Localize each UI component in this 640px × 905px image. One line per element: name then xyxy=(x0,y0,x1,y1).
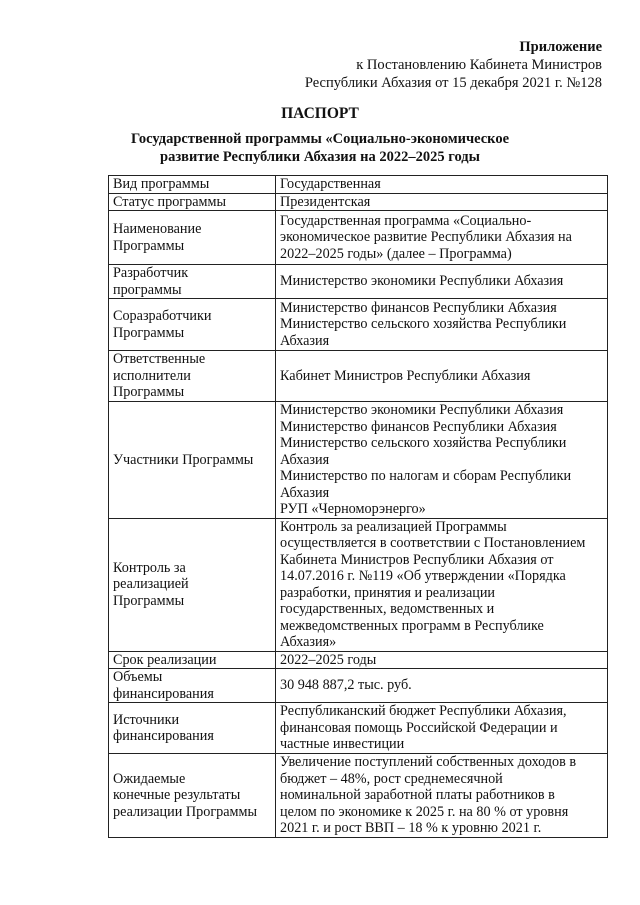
passport-table xyxy=(108,175,608,838)
subtitle-line-1: Государственной программы «Социально-экономическое xyxy=(130,131,510,147)
row-value-line: частные инвестиции xyxy=(280,736,405,753)
row-value-line: Республиканский бюджет Республики Абхазия, xyxy=(280,703,567,720)
table-row xyxy=(109,669,608,703)
row-value-line: Министерство экономики Республики Абхазия xyxy=(280,402,564,418)
row-value-line: Кабинет Министров Республики Абхазия xyxy=(280,367,531,384)
table-row xyxy=(109,351,608,402)
table-row xyxy=(109,651,608,669)
row-value xyxy=(276,402,608,519)
row-value xyxy=(276,518,608,651)
row-value xyxy=(276,299,608,351)
row-label-line: Наименование xyxy=(113,221,202,237)
row-label-line: Программы xyxy=(113,324,185,341)
row-value xyxy=(276,193,608,211)
row-label xyxy=(109,651,276,669)
row-value-line: 30 948 887,2 тыс. руб. xyxy=(280,677,412,694)
row-value-line: осуществляется в соответствии с Постановлением xyxy=(280,535,586,551)
row-label-line: реализации Программы xyxy=(113,803,258,820)
row-value-line: РУП «Черноморэнерго» xyxy=(280,501,426,517)
table-row xyxy=(109,518,608,651)
row-label-line: Вид программы xyxy=(113,176,210,192)
row-value-line: Контроль за реализацией Программы xyxy=(280,518,507,535)
row-value-line: Абхазия» xyxy=(280,634,337,650)
appendix-heading: Приложение xyxy=(519,39,602,55)
table-row xyxy=(109,402,608,519)
row-value-line: государственных, ведомственных и xyxy=(280,601,495,617)
table-row xyxy=(109,754,608,838)
row-label xyxy=(109,299,276,351)
row-value-line: Министерство сельского хозяйства Республики xyxy=(280,435,567,451)
row-label-line: Участники Программы xyxy=(113,451,254,468)
row-value-line: Министерство финансов Республики Абхазия xyxy=(280,418,557,435)
row-label-line: Программы xyxy=(113,592,185,609)
row-label-line: Программы xyxy=(113,384,185,401)
row-label-line: Контроль за xyxy=(113,559,186,576)
row-value-line: Министерство экономики Республики Абхазия xyxy=(280,273,564,290)
table-row xyxy=(109,265,608,299)
row-label-line: Соразработчики xyxy=(113,308,212,324)
row-value-line: Президентская xyxy=(280,193,371,210)
subtitle-line-2: развитие Республики Абхазия на 2022–2025 годы xyxy=(160,149,480,165)
row-label xyxy=(109,402,276,519)
row-label-line: реализацией xyxy=(113,576,189,593)
row-value xyxy=(276,176,608,194)
row-label xyxy=(109,754,276,838)
row-label-line: Статус программы xyxy=(113,193,227,210)
row-label xyxy=(109,265,276,299)
row-value-line: экономическое развитие Республики Абхазия на xyxy=(280,229,572,246)
row-label xyxy=(109,351,276,402)
row-label xyxy=(109,211,276,265)
row-label-line: финансирования xyxy=(113,685,214,702)
row-label-line: Объемы xyxy=(113,669,163,685)
row-value-line: Министерство сельского хозяйства Республики xyxy=(280,316,567,333)
row-value-line: 14.07.2016 г. №119 «Об утверждении «Порядка xyxy=(280,568,566,584)
row-value-line: Абхазия xyxy=(280,451,330,468)
document-title: ПАСПОРТ xyxy=(281,105,359,122)
document-subtitle xyxy=(0,130,640,166)
row-value xyxy=(276,754,608,838)
table-row xyxy=(109,211,608,265)
row-value-line: Увеличение поступлений собственных доходов в xyxy=(280,754,577,771)
row-label-line: Срок реализации xyxy=(113,651,217,668)
row-value xyxy=(276,669,608,703)
row-label-line: Разработчик xyxy=(113,265,189,281)
row-value-line: Министерство по налогам и сборам Республики xyxy=(280,468,572,484)
row-value xyxy=(276,703,608,754)
row-value xyxy=(276,351,608,402)
row-label xyxy=(109,703,276,754)
row-label-line: исполнители xyxy=(113,367,191,384)
row-value xyxy=(276,651,608,669)
row-value-line: Государственная xyxy=(280,176,381,192)
row-value-line: номинальной заработной платы работников в xyxy=(280,787,555,804)
row-value-line: 2022–2025 годы» (далее – Программа) xyxy=(280,245,512,262)
row-value-line: Кабинета Министров Республики Абхазия от xyxy=(280,551,554,568)
appendix-line-2: Республики Абхазия от 15 декабря 2021 г. №128 xyxy=(304,75,602,91)
row-value-line: разработки, принятия и реализации xyxy=(280,584,496,601)
table-row xyxy=(109,176,608,194)
row-value-line: Абхазия xyxy=(280,332,330,349)
row-label-line: конечные результаты xyxy=(113,787,241,804)
row-value-line: Министерство финансов Республики Абхазия xyxy=(280,299,557,316)
appendix-header xyxy=(305,38,602,92)
row-label-line: программы xyxy=(113,281,182,298)
row-value-line: бюджет – 48%, рост среднемесячной xyxy=(280,770,503,787)
row-value-line: Абхазия xyxy=(280,484,330,501)
row-label-line: Ответственные xyxy=(113,351,206,368)
table-row xyxy=(109,703,608,754)
row-value-line: целом по экономике к 2025 г. на 80 % от уровня xyxy=(280,803,569,820)
row-value-line: 2022–2025 годы xyxy=(280,651,377,668)
row-label-line: Программы xyxy=(113,237,185,254)
row-label-line: Источники xyxy=(113,711,180,728)
row-value-line: межведомственных программ в Республике xyxy=(280,617,544,634)
row-label-line: финансирования xyxy=(113,728,214,744)
row-value-line: 2021 г. и рост ВВП – 18 % к уровню 2021 г. xyxy=(280,820,542,837)
row-value-line: финансовая помощь Российской Федерации и xyxy=(280,719,558,736)
row-label-line: Ожидаемые xyxy=(113,770,186,787)
row-value xyxy=(276,211,608,265)
row-value-line: Государственная программа «Социально- xyxy=(280,212,532,229)
table-row xyxy=(109,193,608,211)
table-row xyxy=(109,299,608,351)
row-label xyxy=(109,193,276,211)
row-value xyxy=(276,265,608,299)
appendix-line-1: к Постановлению Кабинета Министров xyxy=(356,57,602,73)
row-label xyxy=(109,669,276,703)
row-label xyxy=(109,176,276,194)
row-label xyxy=(109,518,276,651)
